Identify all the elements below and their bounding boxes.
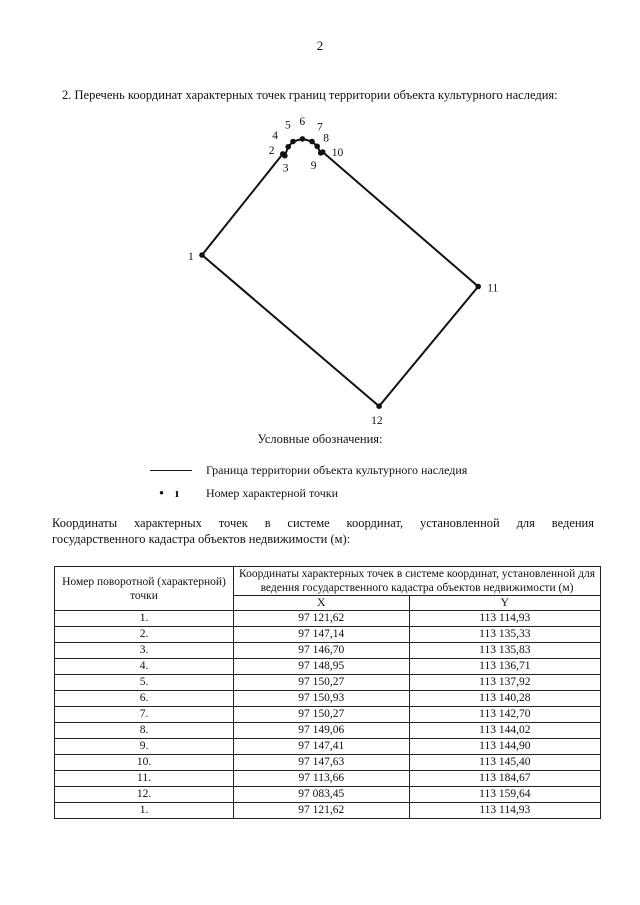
page-number: 2: [316, 38, 324, 53]
boundary-point-marker: [320, 149, 326, 155]
row-x-cell: 97 083,45: [234, 787, 410, 803]
row-y-cell: 113 135,83: [409, 643, 600, 659]
table-row: [55, 643, 601, 659]
table-row: [55, 659, 601, 675]
row-x-cell: 97 149,06: [234, 723, 410, 739]
section-heading: 2. Перечень координат характерных точек границ территории объекта культурного наследия:: [62, 88, 558, 102]
legend-row-point: [150, 485, 338, 501]
legend-point-symbol: • ı: [159, 485, 183, 500]
boundary-point-label: 10: [331, 147, 344, 159]
row-number-cell: 9.: [55, 739, 234, 755]
row-x-cell: 97 148,95: [234, 659, 410, 675]
boundary-scheme: [0, 110, 640, 428]
boundary-point-marker: [314, 144, 320, 150]
row-y-cell: 113 114,93: [409, 803, 600, 819]
row-y-cell: 113 114,93: [409, 611, 600, 627]
row-number-cell: 3.: [55, 643, 234, 659]
row-y-cell: 113 135,33: [409, 627, 600, 643]
row-x-cell: 97 150,27: [234, 675, 410, 691]
row-number-cell: 1.: [55, 803, 234, 819]
boundary-point-label: 8: [323, 132, 329, 145]
point-layer: [188, 116, 499, 427]
boundary-point-label: 4: [272, 129, 278, 142]
row-number-cell: 12.: [55, 787, 234, 803]
row-y-cell: 113 140,28: [409, 691, 600, 707]
boundary-point-marker: [475, 284, 481, 290]
row-x-cell: 97 150,27: [234, 707, 410, 723]
row-x-cell: 97 147,14: [234, 627, 410, 643]
row-number-cell: 5.: [55, 675, 234, 691]
row-y-cell: 113 136,71: [409, 659, 600, 675]
coords-intro-continued: государственного кадастра объектов недвижимости (м):: [52, 532, 351, 546]
row-x-cell: 97 121,62: [234, 803, 410, 819]
boundary-point-label: 5: [285, 119, 291, 132]
legend-line-symbol: [150, 470, 192, 471]
table-row: [55, 787, 601, 803]
boundary-point-label: 2: [268, 144, 275, 157]
coordinates-table-body: [55, 611, 601, 819]
table-row: [55, 755, 601, 771]
row-y-cell: 113 184,67: [409, 771, 600, 787]
row-number-cell: 10.: [55, 755, 234, 771]
legend-row-boundary: [150, 463, 467, 478]
row-x-cell: 97 113,66: [234, 771, 410, 787]
boundary-point-label: 7: [317, 121, 323, 134]
row-y-cell: 113 145,40: [409, 755, 600, 771]
row-number-cell: 11.: [55, 771, 234, 787]
table-row: [55, 675, 601, 691]
boundary-point-label: 11: [487, 282, 499, 295]
table-row: [55, 611, 601, 627]
boundary-point-marker: [282, 153, 288, 159]
table-row: [55, 627, 601, 643]
header-point-number: Номер поворотной (характерной) точки: [55, 567, 234, 611]
row-number-cell: 4.: [55, 659, 234, 675]
row-x-cell: 97 146,70: [234, 643, 410, 659]
table-row: [55, 723, 601, 739]
row-y-cell: 113 142,70: [409, 707, 600, 723]
row-number-cell: 7.: [55, 707, 234, 723]
legend-boundary-label: Граница территории объекта культурного наследия: [206, 463, 468, 477]
header-coordinates: Координаты характерных точек в системе координат, установленной для ведения государственного кадастра объектов недвижимости (м): [234, 567, 601, 596]
boundary-point-label: 12: [371, 415, 383, 428]
boundary-point-label: 6: [299, 115, 306, 128]
header-y: Y: [409, 596, 600, 611]
boundary-point-marker: [199, 252, 205, 258]
legend-title: Условные обозначения:: [257, 432, 383, 446]
row-y-cell: 113 144,02: [409, 723, 600, 739]
row-number-cell: 1.: [55, 611, 234, 627]
boundary-polygon: [202, 139, 478, 406]
boundary-point-marker: [300, 136, 306, 142]
boundary-point-label: 9: [310, 159, 317, 172]
coords-intro: Координаты характерных точек в системе координат, установленной для ведения: [52, 516, 594, 530]
row-number-cell: 6.: [55, 691, 234, 707]
row-number-cell: 8.: [55, 723, 234, 739]
boundary-point-marker: [309, 139, 315, 145]
row-x-cell: 97 150,93: [234, 691, 410, 707]
row-x-cell: 97 147,41: [234, 739, 410, 755]
coordinates-table: [54, 566, 601, 819]
row-x-cell: 97 121,62: [234, 611, 410, 627]
table-row: [55, 771, 601, 787]
header-x: X: [234, 596, 410, 611]
boundary-point-marker: [285, 144, 291, 150]
table-row: [55, 691, 601, 707]
row-x-cell: 97 147,63: [234, 755, 410, 771]
row-y-cell: 113 137,92: [409, 675, 600, 691]
table-row: [55, 739, 601, 755]
legend-point-label: Номер характерной точки: [206, 486, 338, 500]
boundary-point-marker: [290, 139, 296, 145]
table-row: [55, 803, 601, 819]
table-row: [55, 707, 601, 723]
row-number-cell: 2.: [55, 627, 234, 643]
boundary-point-marker: [376, 403, 382, 409]
boundary-point-label: 3: [282, 162, 289, 175]
row-y-cell: 113 144,90: [409, 739, 600, 755]
boundary-point-label: 1: [188, 251, 194, 263]
row-y-cell: 113 159,64: [409, 787, 600, 803]
